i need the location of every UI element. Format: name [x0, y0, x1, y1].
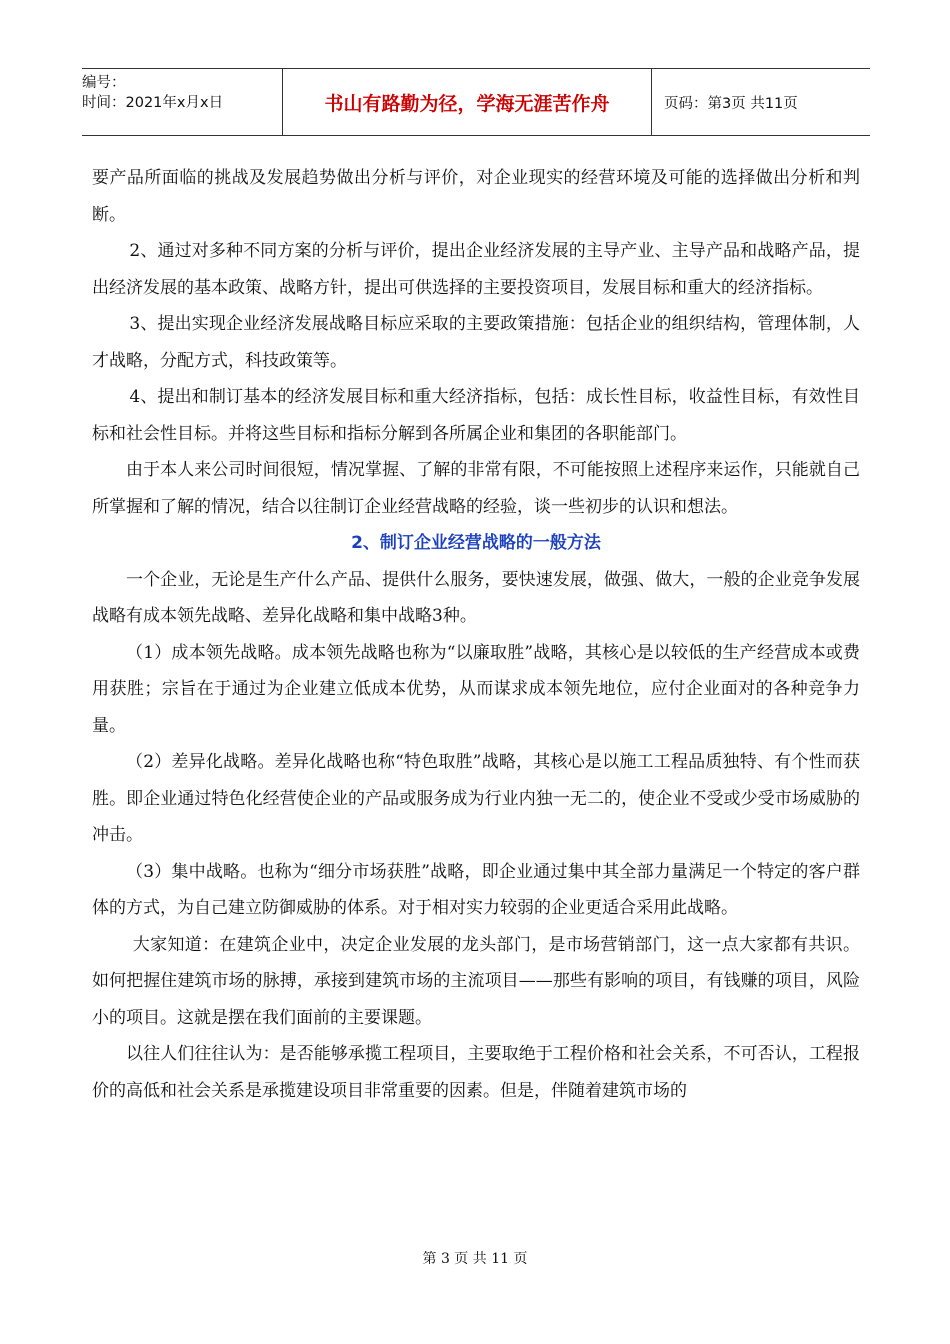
- paragraph: 以往人们往往认为：是否能够承揽工程项目，主要取绝于工程价格和社会关系，不可否认，工程报价的高低和社会关系是承揽建设项目非常重要的因素。但是，伴随着建筑市场的: [92, 1044, 860, 1101]
- paragraph: 要产品所面临的挑战及发展趋势做出分析与评价，对企业现实的经营环境及可能的选择做出分析和判断。: [92, 168, 860, 225]
- paragraph: 3、提出实现企业经济发展战略目标应采取的主要政策措施：包括企业的组织结构，管理体制，人才战略，分配方式，科技政策等。: [92, 314, 860, 371]
- header-motto: 书山有路勤为径，学海无涯苦作舟: [282, 69, 652, 135]
- header-page-info: 页码：第3页 共11页: [664, 95, 798, 112]
- paragraph: （1）成本领先战略。成本领先战略也称为“以廉取胜”战略，其核心是以较低的生产经营成本或费用获胜；宗旨在于通过为企业建立低成本优势，从而谋求成本领先地位，应付企业面对的各种竞争力量。: [92, 642, 860, 736]
- document-body: [92, 160, 860, 1109]
- document-number-label: 编号：: [82, 75, 126, 91]
- paragraph: 2、通过对多种不同方案的分析与评价，提出企业经济发展的主导产业、主导产品和战略产品，提出经济发展的基本政策、战略方针，提出可供选择的主要投资项目，发展目标和重大的经济指标。: [92, 241, 860, 298]
- paragraph: 大家知道：在建筑企业中，决定企业发展的龙头部门，是市场营销部门，这一点大家都有共识。如何把握住建筑市场的脉搏，承接到建筑市场的主流项目——那些有影响的项目，有钱赚的项目，风险小的项目。这就是摆在我们面前的主要课题。: [92, 934, 860, 1028]
- paragraph: 4、提出和制订基本的经济发展目标和重大经济指标，包括：成长性目标，收益性目标，有效性目标和社会性目标。并将这些目标和指标分解到各所属企业和集团的各职能部门。: [92, 387, 860, 444]
- section-heading: 2、制订企业经营战略的一般方法: [351, 533, 601, 553]
- header-left-cell: [82, 69, 282, 135]
- document-time-label: 时间：2021年x月x日: [82, 95, 224, 111]
- paragraph: （3）集中战略。也称为“细分市场获胜”战略，即企业通过集中其全部力量满足一个特定的客户群体的方式，为自己建立防御威胁的体系。对于相对实力较弱的企业更适合采用此战略。: [92, 861, 860, 918]
- paragraph: （2）差异化战略。差异化战略也称“特色取胜”战略，其核心是以施工工程品质独特、有个性而获胜。即企业通过特色化经营使企业的产品或服务成为行业内独一无二的，使企业不受或少受市场威胁的冲击。: [92, 752, 860, 845]
- page-header: [82, 68, 870, 136]
- paragraph: 由于本人来公司时间很短，情况掌握、了解的非常有限，不可能按照上述程序来运作，只能就自己所掌握和了解的情况，结合以往制订企业经营战略的经验，谈一些初步的认识和想法。: [92, 460, 860, 517]
- page-footer: 第 3 页 共 11 页: [422, 1251, 528, 1267]
- paragraph: 一个企业，无论是生产什么产品、提供什么服务，要快速发展，做强、做大，一般的企业竞争发展战略有成本领先战略、差异化战略和集中战略3种。: [92, 569, 860, 626]
